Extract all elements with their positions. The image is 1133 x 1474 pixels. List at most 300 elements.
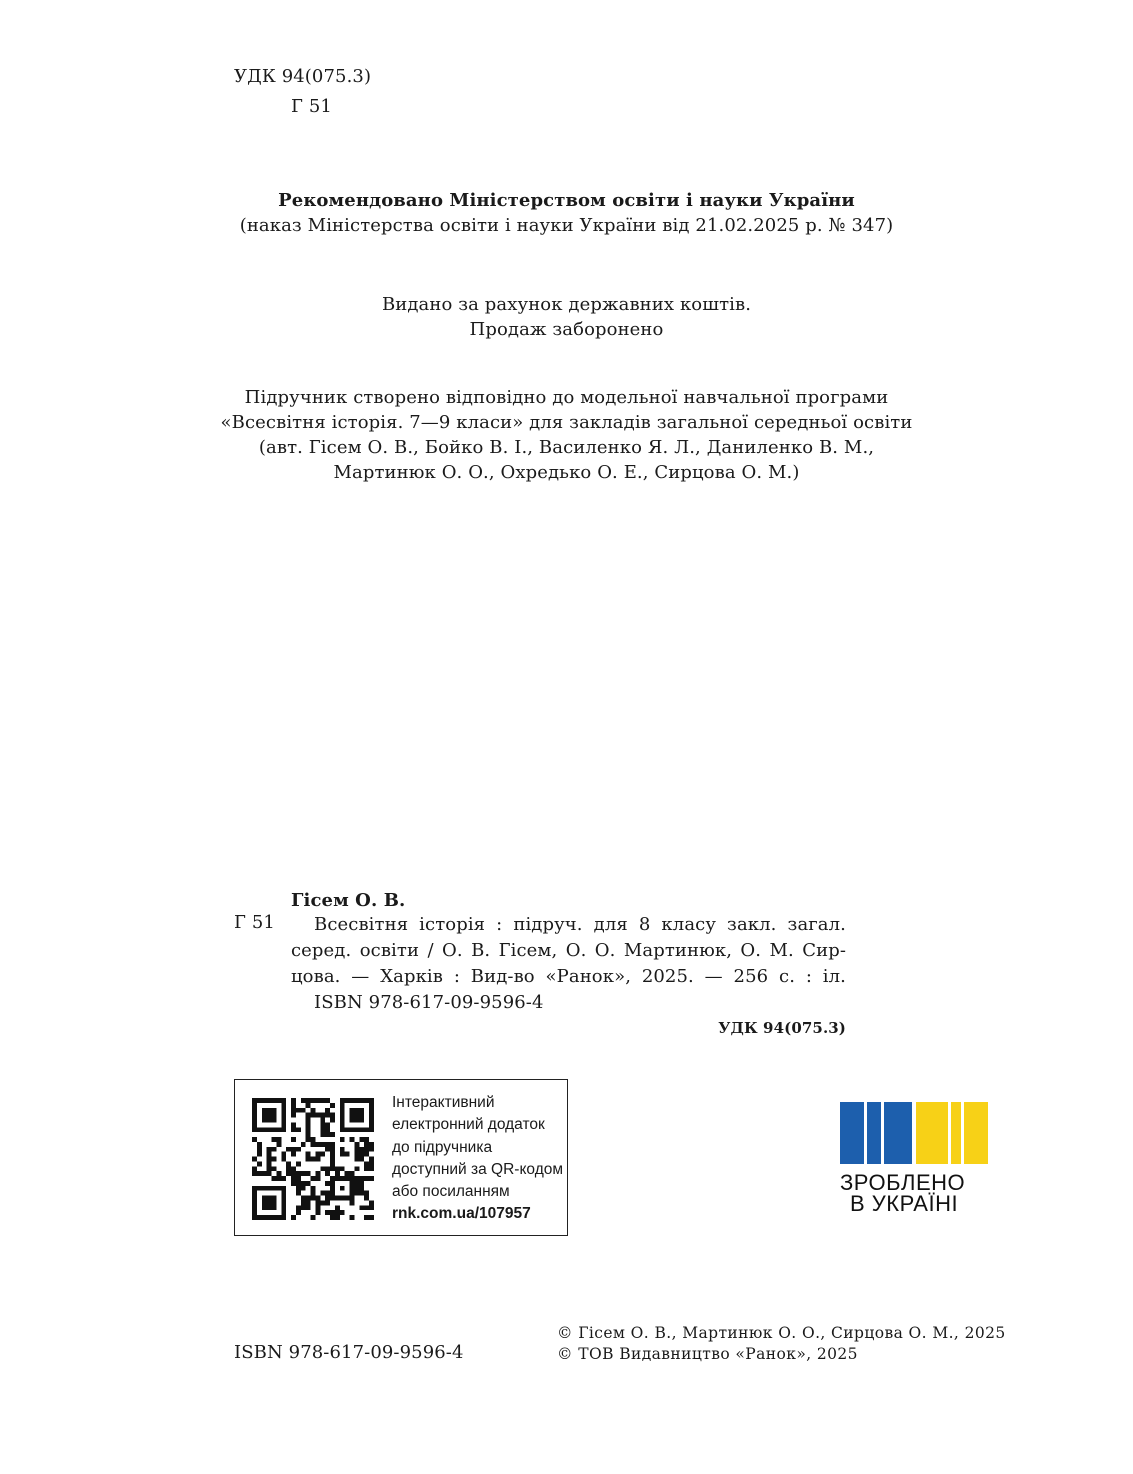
qr-module	[267, 1200, 272, 1205]
qr-module	[291, 1137, 296, 1142]
qr-module	[369, 1118, 374, 1123]
qr-module	[257, 1186, 262, 1191]
qr-module	[354, 1098, 359, 1103]
qr-text-line-2: електронний додаток	[392, 1116, 545, 1134]
qr-module	[276, 1142, 281, 1147]
qr-module	[325, 1166, 330, 1171]
qr-module	[369, 1127, 374, 1132]
qr-module	[267, 1205, 272, 1210]
qr-module	[296, 1171, 301, 1176]
qr-module	[252, 1210, 257, 1215]
qr-module	[267, 1171, 272, 1176]
qr-module	[272, 1215, 277, 1220]
qr-module	[286, 1147, 291, 1152]
qr-module	[350, 1191, 355, 1196]
qr-module	[354, 1191, 359, 1196]
made-in-ukraine-line-2: В УКРАЇНІ	[850, 1191, 959, 1216]
qr-module	[306, 1205, 311, 1210]
qr-module	[306, 1171, 311, 1176]
qr-module	[267, 1157, 272, 1162]
qr-module	[272, 1118, 277, 1123]
qr-module	[320, 1132, 325, 1137]
made-in-ukraine-bars	[840, 1102, 988, 1164]
qr-module	[306, 1137, 311, 1142]
qr-module	[364, 1176, 369, 1181]
qr-module	[330, 1113, 335, 1118]
qr-module	[315, 1152, 320, 1157]
qr-module	[325, 1108, 330, 1113]
qr-module	[286, 1166, 291, 1171]
qr-module	[340, 1108, 345, 1113]
qr-module	[359, 1157, 364, 1162]
qr-module	[301, 1108, 306, 1113]
qr-module	[272, 1205, 277, 1210]
qr-module	[252, 1113, 257, 1118]
copyright-publisher: © ТОВ Видавництво «Ранок», 2025	[557, 1345, 858, 1363]
qr-module	[354, 1152, 359, 1157]
qr-module	[281, 1113, 286, 1118]
qr-module	[252, 1200, 257, 1205]
qr-module	[359, 1205, 364, 1210]
qr-module	[354, 1142, 359, 1147]
qr-module	[364, 1152, 369, 1157]
qr-module	[330, 1103, 335, 1108]
bibliography-description	[291, 912, 846, 990]
bibliography-udk: УДК 94(075.3)	[718, 1019, 846, 1037]
qr-module	[364, 1196, 369, 1201]
qr-module	[296, 1186, 301, 1191]
qr-module	[252, 1122, 257, 1127]
qr-module	[315, 1176, 320, 1181]
qr-module	[325, 1181, 330, 1186]
qr-module	[262, 1127, 267, 1132]
qr-module	[267, 1098, 272, 1103]
qr-module	[330, 1191, 335, 1196]
qr-module	[252, 1108, 257, 1113]
qr-module	[350, 1171, 355, 1176]
qr-module	[325, 1142, 330, 1147]
qr-module	[257, 1171, 262, 1176]
qr-module	[369, 1205, 374, 1210]
qr-module	[350, 1176, 355, 1181]
funding-block	[0, 292, 1133, 342]
qr-module	[281, 1152, 286, 1157]
qr-module	[262, 1108, 267, 1113]
qr-module	[320, 1118, 325, 1123]
qr-module	[272, 1166, 277, 1171]
qr-module	[286, 1161, 291, 1166]
qr-module	[315, 1098, 320, 1103]
qr-module	[369, 1142, 374, 1147]
qr-module	[354, 1113, 359, 1118]
qr-module	[369, 1157, 374, 1162]
qr-module	[335, 1176, 340, 1181]
qr-module	[291, 1122, 296, 1127]
qr-module	[325, 1200, 330, 1205]
qr-module	[350, 1113, 355, 1118]
qr-module	[320, 1142, 325, 1147]
qr-module	[306, 1132, 311, 1137]
qr-module	[325, 1098, 330, 1103]
qr-module	[325, 1191, 330, 1196]
qr-module	[354, 1157, 359, 1162]
qr-module	[315, 1205, 320, 1210]
qr-module	[291, 1103, 296, 1108]
qr-module	[315, 1171, 320, 1176]
qr-module	[267, 1118, 272, 1123]
qr-module	[320, 1191, 325, 1196]
qr-module	[369, 1176, 374, 1181]
qr-module	[301, 1181, 306, 1186]
qr-module	[354, 1118, 359, 1123]
qr-module	[311, 1186, 316, 1191]
qr-module	[281, 1210, 286, 1215]
qr-module	[340, 1103, 345, 1108]
qr-module	[262, 1186, 267, 1191]
bibliography-line-3: цова. — Харків : Вид-во «Ранок», 2025. — 256 с. : іл.	[291, 966, 846, 987]
program-line-2: «Всесвітня історія. 7—9 класи» для закладів загальної середньої освіти	[220, 412, 913, 433]
qr-module	[252, 1098, 257, 1103]
qr-module	[276, 1098, 281, 1103]
qr-module	[340, 1098, 345, 1103]
qr-module	[315, 1113, 320, 1118]
qr-module	[291, 1127, 296, 1132]
qr-module	[272, 1176, 277, 1181]
qr-module	[281, 1176, 286, 1181]
qr-module	[345, 1127, 350, 1132]
qr-module	[267, 1152, 272, 1157]
qr-module	[272, 1098, 277, 1103]
qr-text-line-4: доступний за QR-кодом	[392, 1160, 564, 1178]
qr-module	[330, 1161, 335, 1166]
qr-module	[350, 1108, 355, 1113]
qr-module	[364, 1166, 369, 1171]
qr-module	[350, 1118, 355, 1123]
qr-module	[311, 1196, 316, 1201]
qr-module	[267, 1215, 272, 1220]
qr-module	[311, 1191, 316, 1196]
qr-module	[296, 1161, 301, 1166]
qr-module	[350, 1200, 355, 1205]
qr-module	[359, 1186, 364, 1191]
qr-text-line-3: до підручника	[392, 1138, 493, 1156]
qr-code-icon[interactable]	[252, 1098, 374, 1220]
program-line-1: Підручник створено відповідно до модельної навчальної програми	[244, 387, 889, 408]
qr-module	[325, 1132, 330, 1137]
qr-module	[306, 1127, 311, 1132]
qr-module	[330, 1132, 335, 1137]
qr-module	[325, 1147, 330, 1152]
qr-module	[330, 1157, 335, 1162]
qr-module	[315, 1210, 320, 1215]
qr-module	[359, 1098, 364, 1103]
qr-module	[272, 1147, 277, 1152]
qr-module	[306, 1113, 311, 1118]
recommendation-block	[0, 188, 1133, 238]
qr-module	[272, 1186, 277, 1191]
qr-module	[364, 1142, 369, 1147]
qr-module	[306, 1118, 311, 1123]
qr-module	[296, 1108, 301, 1113]
bibliography-code: Г 51	[234, 912, 275, 933]
qr-module	[252, 1191, 257, 1196]
qr-module	[340, 1118, 345, 1123]
qr-module	[296, 1205, 301, 1210]
qr-module	[354, 1127, 359, 1132]
qr-module	[340, 1127, 345, 1132]
qr-module	[354, 1166, 359, 1171]
author-mark-code: Г 51	[291, 96, 332, 117]
qr-module	[369, 1166, 374, 1171]
qr-module	[267, 1147, 272, 1152]
qr-module	[281, 1200, 286, 1205]
qr-module	[306, 1196, 311, 1201]
qr-module	[359, 1191, 364, 1196]
bibliography-line-2: серед. освіти / О. В. Гісем, О. О. Мартинюк, О. М. Сир-	[291, 940, 846, 961]
made-in-ukraine-logo	[840, 1102, 990, 1214]
qr-module	[262, 1205, 267, 1210]
qr-module	[311, 1142, 316, 1147]
qr-module	[350, 1186, 355, 1191]
qr-module	[252, 1171, 257, 1176]
qr-module	[252, 1157, 257, 1162]
qr-module	[267, 1108, 272, 1113]
qr-module	[296, 1181, 301, 1186]
qr-module	[252, 1127, 257, 1132]
qr-module	[301, 1196, 306, 1201]
qr-module	[330, 1118, 335, 1123]
qr-module	[320, 1113, 325, 1118]
blue-bar	[840, 1102, 864, 1164]
qr-module	[311, 1098, 316, 1103]
qr-module	[311, 1157, 316, 1162]
qr-module	[291, 1113, 296, 1118]
funding-line-2: Продаж заборонено	[469, 319, 664, 340]
qr-module	[369, 1161, 374, 1166]
qr-module	[359, 1176, 364, 1181]
qr-module	[257, 1152, 262, 1157]
qr-module	[306, 1200, 311, 1205]
recommendation-order: (наказ Міністерства освіти і науки України від 21.02.2025 р. № 347)	[239, 215, 894, 236]
qr-module	[296, 1127, 301, 1132]
qr-module	[252, 1196, 257, 1201]
qr-module	[330, 1215, 335, 1220]
qr-module	[276, 1137, 281, 1142]
qr-module	[306, 1122, 311, 1127]
qr-module	[354, 1186, 359, 1191]
qr-module	[281, 1122, 286, 1127]
qr-module	[311, 1176, 316, 1181]
qr-module	[369, 1147, 374, 1152]
qr-module	[345, 1171, 350, 1176]
qr-module	[267, 1166, 272, 1171]
qr-module	[335, 1171, 340, 1176]
yellow-bar	[964, 1102, 988, 1164]
recommendation-title: Рекомендовано Міністерством освіти і науки України	[278, 190, 855, 211]
qr-module	[267, 1186, 272, 1191]
qr-module	[252, 1137, 257, 1142]
qr-module	[311, 1215, 316, 1220]
yellow-bar	[951, 1102, 961, 1164]
qr-module	[262, 1215, 267, 1220]
qr-module	[257, 1098, 262, 1103]
qr-module	[311, 1113, 316, 1118]
qr-module	[354, 1181, 359, 1186]
qr-module	[340, 1176, 345, 1181]
qr-module	[340, 1152, 345, 1157]
qr-module	[252, 1166, 257, 1171]
qr-module	[252, 1103, 257, 1108]
qr-module	[340, 1113, 345, 1118]
qr-module	[272, 1127, 277, 1132]
yellow-bar	[916, 1102, 948, 1164]
qr-module	[330, 1142, 335, 1147]
qr-module	[296, 1191, 301, 1196]
qr-module	[364, 1147, 369, 1152]
program-line-4: Мартинюк О. О., Охредько О. Е., Сирцова О. М.)	[333, 462, 800, 483]
qr-module	[276, 1215, 281, 1220]
qr-module	[325, 1171, 330, 1176]
qr-module	[276, 1176, 281, 1181]
qr-module	[325, 1196, 330, 1201]
qr-module	[330, 1147, 335, 1152]
qr-module	[359, 1118, 364, 1123]
qr-module	[281, 1108, 286, 1113]
qr-module	[291, 1108, 296, 1113]
qr-module	[315, 1157, 320, 1162]
qr-module	[364, 1205, 369, 1210]
qr-module	[320, 1122, 325, 1127]
qr-module	[281, 1157, 286, 1162]
qr-module	[262, 1171, 267, 1176]
qr-module	[350, 1196, 355, 1201]
qr-module	[330, 1181, 335, 1186]
qr-module	[369, 1113, 374, 1118]
blue-bar	[884, 1102, 912, 1164]
qr-module	[320, 1127, 325, 1132]
qr-module	[276, 1171, 281, 1176]
qr-module	[325, 1122, 330, 1127]
qr-module	[291, 1215, 296, 1220]
qr-module	[359, 1113, 364, 1118]
qr-module	[291, 1147, 296, 1152]
qr-module	[364, 1127, 369, 1132]
qr-module	[340, 1196, 345, 1201]
qr-module	[281, 1196, 286, 1201]
blue-bar	[867, 1102, 881, 1164]
udk-code: УДК 94(075.3)	[234, 66, 372, 87]
qr-description	[392, 1092, 567, 1226]
qr-module	[257, 1161, 262, 1166]
qr-module	[281, 1186, 286, 1191]
bibliography-isbn: ISBN 978-617-09-9596-4	[314, 992, 544, 1013]
qr-module	[350, 1181, 355, 1186]
qr-module	[320, 1152, 325, 1157]
qr-module	[281, 1118, 286, 1123]
qr-module	[291, 1098, 296, 1103]
qr-module	[306, 1152, 311, 1157]
qr-module	[311, 1108, 316, 1113]
qr-module	[252, 1215, 257, 1220]
qr-module	[330, 1166, 335, 1171]
qr-module	[267, 1161, 272, 1166]
qr-module	[272, 1200, 277, 1205]
qr-module	[320, 1166, 325, 1171]
qr-module	[330, 1196, 335, 1201]
qr-module	[267, 1127, 272, 1132]
footer-isbn: ISBN 978-617-09-9596-4	[234, 1342, 464, 1363]
qr-module	[364, 1161, 369, 1166]
qr-module	[281, 1205, 286, 1210]
qr-module	[301, 1205, 306, 1210]
qr-module	[325, 1127, 330, 1132]
qr-module	[276, 1127, 281, 1132]
qr-module	[320, 1098, 325, 1103]
qr-module	[252, 1205, 257, 1210]
qr-module	[325, 1113, 330, 1118]
qr-module	[291, 1181, 296, 1186]
qr-module	[369, 1122, 374, 1127]
qr-module	[257, 1142, 262, 1147]
qr-module	[359, 1127, 364, 1132]
qr-module	[272, 1196, 277, 1201]
bibliography-line-1: Всесвітня історія : підруч. для 8 класу закл. загал.	[314, 914, 846, 935]
qr-module	[306, 1103, 311, 1108]
qr-module	[345, 1196, 350, 1201]
qr-module	[252, 1186, 257, 1191]
qr-module	[272, 1157, 277, 1162]
qr-module	[364, 1191, 369, 1196]
qr-module	[291, 1166, 296, 1171]
qr-module	[306, 1098, 311, 1103]
qr-module	[267, 1196, 272, 1201]
qr-text-line-5: або посиланням	[392, 1183, 510, 1201]
qr-module	[291, 1176, 296, 1181]
qr-module	[262, 1098, 267, 1103]
qr-module	[257, 1215, 262, 1220]
qr-module	[350, 1215, 355, 1220]
qr-module	[296, 1210, 301, 1215]
qr-link[interactable]: rnk.com.ua/107957	[392, 1205, 531, 1223]
qr-module	[330, 1152, 335, 1157]
qr-module	[354, 1147, 359, 1152]
qr-module	[262, 1118, 267, 1123]
qr-module	[301, 1142, 306, 1147]
qr-module	[359, 1152, 364, 1157]
qr-module	[330, 1210, 335, 1215]
qr-module	[281, 1098, 286, 1103]
qr-module	[301, 1098, 306, 1103]
qr-text-line-1: Інтерактивний	[392, 1094, 495, 1111]
qr-module	[296, 1176, 301, 1181]
qr-module	[272, 1137, 277, 1142]
program-block	[0, 385, 1133, 485]
qr-module	[335, 1196, 340, 1201]
qr-module	[330, 1176, 335, 1181]
qr-module	[359, 1147, 364, 1152]
qr-module	[281, 1215, 286, 1220]
qr-module	[301, 1171, 306, 1176]
qr-module	[350, 1137, 355, 1142]
qr-module	[267, 1113, 272, 1118]
qr-module	[325, 1210, 330, 1215]
qr-module	[340, 1166, 345, 1171]
qr-module	[369, 1098, 374, 1103]
qr-module	[330, 1186, 335, 1191]
funding-line-1: Видано за рахунок державних коштів.	[381, 294, 752, 315]
qr-module	[340, 1186, 345, 1191]
qr-module	[262, 1200, 267, 1205]
